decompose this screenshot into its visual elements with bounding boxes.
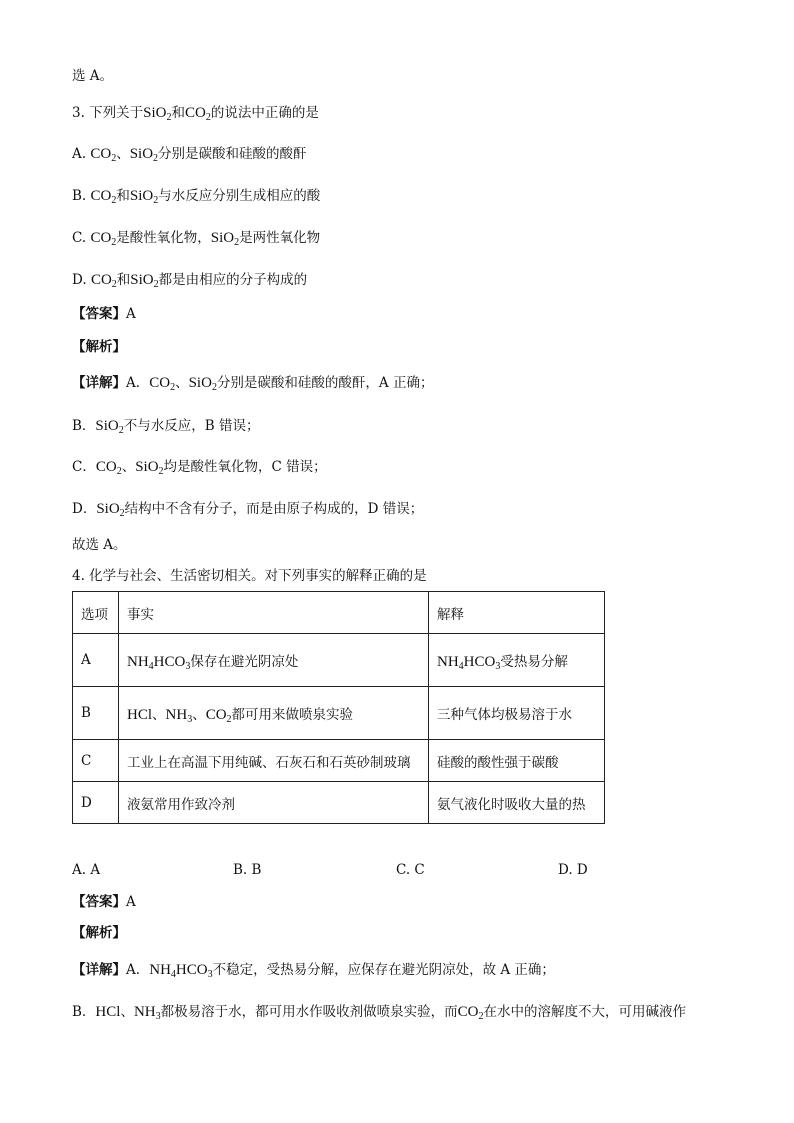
table-cell-fact	[119, 687, 429, 740]
text: D．	[72, 501, 97, 517]
detail-line-b	[72, 416, 259, 436]
table-row	[73, 782, 605, 824]
formula-co2: $CO_2$	[90, 272, 117, 290]
table-cell-fact	[119, 634, 429, 687]
table-cell-fact: 工业上在高温下用纯碱、石灰石和石英砂制玻璃	[119, 740, 429, 782]
text: B.	[72, 188, 87, 204]
question-4-stem	[72, 566, 427, 586]
detail-line-c	[72, 457, 327, 477]
text: C．	[72, 459, 96, 475]
text: 结构中不含有分子，而是由原子构成的，D 错误；	[124, 501, 424, 517]
question-3-option-b	[72, 186, 320, 206]
facts-table	[72, 591, 605, 824]
option-d: D. D	[558, 862, 588, 878]
option-b: B. B	[233, 862, 262, 878]
table-cell-explain: 三种气体均极易溶于水	[429, 687, 605, 740]
text: 、	[192, 706, 206, 723]
answer-line	[72, 304, 136, 324]
table-row	[73, 740, 605, 782]
table-header: 事实	[119, 592, 429, 634]
formula-hcl: HCl	[127, 706, 153, 723]
option-c: C. C	[396, 862, 425, 878]
table-cell-option: C	[73, 740, 119, 782]
formula-co2: $CO_2$	[90, 146, 117, 164]
text: 4. 化学与社会、生活密切相关。对下列事实的解释正确的是	[72, 568, 427, 584]
text: A．	[126, 375, 150, 391]
detail-line-a	[72, 960, 555, 980]
formula-co2: $CO_2$	[90, 188, 117, 206]
table-cell-explain	[429, 634, 605, 687]
formula-sio2: SiO$_2$	[210, 230, 240, 248]
detail-line-a	[72, 373, 433, 393]
formula-hcl: HCl	[95, 1004, 121, 1020]
table-header-row	[73, 592, 605, 634]
formula-co2: $CO_2$	[205, 706, 232, 725]
text: 3. 下列关于	[72, 105, 144, 121]
answer-line	[72, 892, 136, 912]
answer-tag: 【答案】	[72, 894, 126, 910]
analysis-line	[72, 337, 126, 357]
text: B．	[72, 1004, 96, 1020]
formula-sio2: SiO$_2$	[188, 375, 217, 393]
text: 在水中的溶解度不大，可用碱液作	[483, 1004, 686, 1020]
detail-line-b	[72, 1002, 686, 1022]
table-row	[73, 687, 605, 740]
text: 选 A。	[72, 68, 114, 84]
detail-tag: 【详解】	[72, 375, 126, 391]
text: 的说法中正确的是	[210, 105, 319, 121]
conclusion-line	[72, 535, 127, 555]
text: A．	[126, 962, 150, 978]
formula-nh4hco3: $NH_4HCO_3$	[437, 653, 501, 672]
detail-line-d	[72, 499, 423, 519]
formula-co2: $CO_2$	[90, 230, 117, 248]
text: 、	[175, 375, 189, 391]
formula-nh3: $NH_3$	[165, 706, 193, 725]
formula-sio2: SiO$_2$	[129, 188, 159, 206]
option-a: A. A	[72, 862, 101, 878]
formula-co2: $CO_2$	[457, 1004, 484, 1022]
text: 、	[120, 1004, 134, 1020]
formula-sio2: SiO$_2$	[143, 105, 172, 123]
text: 分别是碳酸和硅酸的酸酐，A 正确；	[216, 375, 434, 391]
text: 和	[116, 188, 130, 204]
formula-co2: $CO_2$	[185, 105, 211, 123]
detail-tag: 【详解】	[72, 962, 126, 978]
text: 和	[171, 105, 186, 121]
answer-value: A	[126, 306, 136, 322]
formula-sio2: SiO$_2$	[95, 418, 124, 436]
answer-value: A	[126, 894, 136, 910]
table-header: 选项	[73, 592, 119, 634]
text-line	[72, 66, 113, 86]
formula-sio2: SiO$_2$	[130, 272, 159, 290]
question-3-option-c	[72, 228, 320, 248]
text: 不稳定，受热易分解，应保存在避光阴凉处，故 A 正确；	[212, 962, 555, 978]
text: C.	[72, 230, 87, 246]
question-3-stem	[72, 103, 319, 123]
table-cell-fact: 液氨常用作致冷剂	[119, 782, 429, 824]
formula-sio2: SiO$_2$	[96, 501, 125, 519]
analysis-line	[72, 923, 126, 943]
formula-co2: $CO_2$	[149, 375, 176, 393]
analysis-tag: 【解析】	[72, 339, 126, 355]
formula-sio2: SiO$_2$	[129, 146, 159, 164]
text: 、	[121, 459, 136, 475]
formula-co2: $CO_2$	[95, 459, 122, 477]
table-cell-option: D	[73, 782, 119, 824]
text: 都极易溶于水，都可用水作吸收剂做喷泉实验，而	[160, 1004, 458, 1020]
text: 保存在避光阴凉处	[190, 653, 299, 670]
text: 与水反应分别生成相应的酸	[158, 188, 321, 204]
question-3-option-a	[72, 144, 307, 164]
question-3-option-d	[72, 270, 307, 290]
table-cell-explain: 硅酸的酸性强于碳酸	[429, 740, 605, 782]
answer-tag: 【答案】	[72, 306, 126, 322]
text: 不与水反应，B 错误；	[123, 418, 260, 434]
text: 都是由相应的分子构成的	[158, 272, 308, 288]
text: 和	[116, 272, 131, 288]
text: 、	[152, 706, 166, 723]
table-cell-explain: 氨气液化时吸收大量的热	[429, 782, 605, 824]
text: 受热易分解	[500, 653, 568, 670]
text: 都可用来做喷泉实验	[231, 706, 354, 723]
formula-sio2: SiO$_2$	[135, 459, 164, 477]
formula-nh3: $NH_3$	[133, 1004, 161, 1022]
text: 故选 A。	[72, 537, 127, 553]
text: 分别是碳酸和硅酸的酸酐	[158, 146, 307, 162]
table-cell-option: A	[73, 634, 119, 687]
text: B．	[72, 418, 96, 434]
text: 均是酸性氧化物，C 错误；	[163, 459, 327, 475]
formula-nh4hco3: $NH_4HCO_3$	[127, 653, 191, 672]
analysis-tag: 【解析】	[72, 925, 126, 941]
table-header: 解释	[429, 592, 605, 634]
text: 是两性氧化物	[239, 230, 321, 246]
text: A.	[72, 146, 87, 162]
text: 、	[116, 146, 130, 162]
table-row	[73, 634, 605, 687]
text: D.	[72, 272, 87, 288]
text: 是酸性氧化物，	[116, 230, 211, 246]
table-cell-option: B	[73, 687, 119, 740]
formula-nh4hco3: $NH_4HCO_3$	[149, 962, 213, 980]
